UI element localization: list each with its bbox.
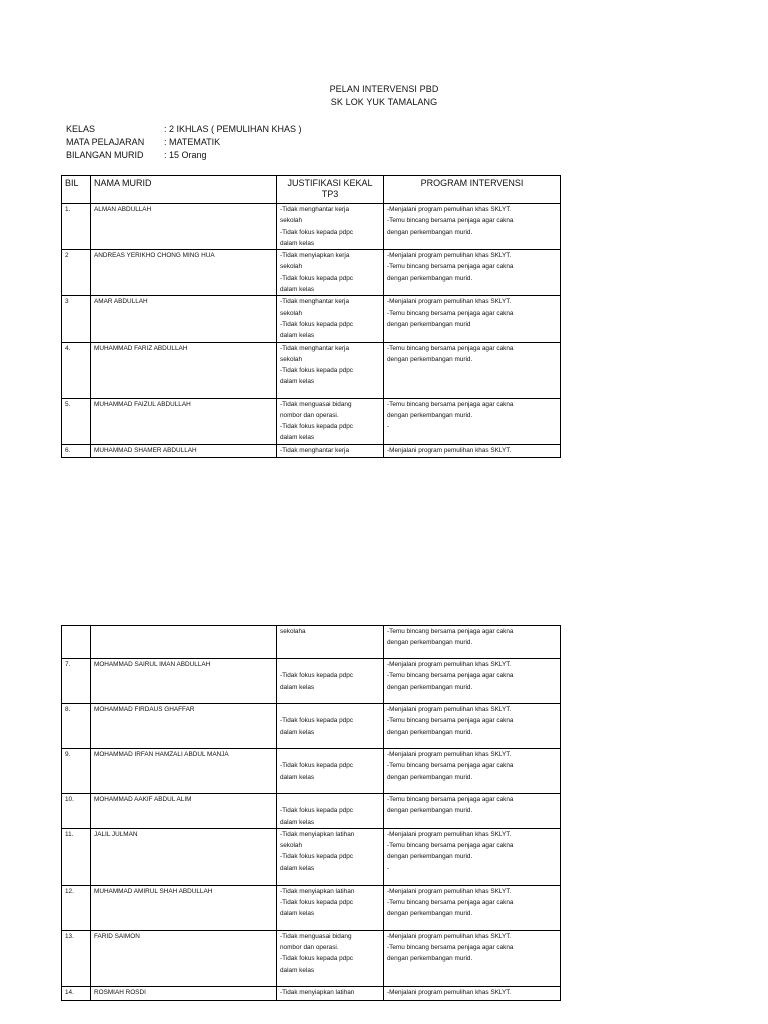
cell-justifikasi [277, 986, 384, 1000]
cell-nama-murid: MOHAMMAD FIRDAUS GHAFFAR [91, 704, 277, 749]
justifikasi-line [280, 794, 380, 805]
justifikasi-line: -Tidak fokus kepada pdpc [280, 367, 353, 375]
justifikasi-line: -Tidak fokus kepada pdpc [280, 320, 353, 328]
program-line: -Menjalani program pemulihan khas SKLYT. [387, 252, 512, 260]
program-line: -Menjalani program pemulihan khas SKLYT. [387, 932, 512, 940]
justifikasi-line: dalam kelas [280, 728, 315, 736]
program-line: dengan perkembangan murid. [387, 411, 473, 419]
header-justifikasi: JUSTIFIKASI KEKAL TP3 [277, 176, 384, 204]
justifikasi-line: dalam kelas [280, 332, 315, 340]
cell-nama-murid: JALIL JULMAN [91, 828, 277, 885]
justifikasi-line: dalam kelas [280, 683, 315, 691]
justifikasi-line [280, 704, 380, 715]
justifikasi-line: -Tidak fokus kepada pdpc [280, 423, 353, 431]
cell-nama-murid: FARID SAIMON [91, 930, 277, 986]
program-line: -Temu bincang bersama penjaga agar cakna [387, 717, 514, 725]
cell-nama-murid: ANDREAS YERIKHO CHONG MING HUA [91, 250, 277, 296]
info-label: BILANGAN MURID [66, 150, 144, 160]
justifikasi-line: -Tidak menyiapkan latihan [280, 988, 355, 996]
justifikasi-line: sekolah [280, 263, 303, 271]
program-line: dengan perkembangan murid. [387, 807, 473, 815]
program-line: -Menjalani program pemulihan khas SKLYT. [387, 887, 512, 895]
justifikasi-line: -Tidak fokus kepada pdpc [280, 899, 353, 907]
justifikasi-line: nombor dan operasi. [280, 944, 339, 952]
cell-program-intervensi [384, 342, 561, 398]
cell-justifikasi [277, 749, 384, 794]
justifikasi-line: -Tidak fokus kepada pdpc [280, 853, 353, 861]
justifikasi-line: sekolaha [280, 628, 306, 635]
program-line: -Menjalani program pemulihan khas SKLYT. [387, 298, 512, 306]
justifikasi-line: -Tidak menghantar kerja [280, 206, 350, 213]
justifikasi-line: dalam kelas [280, 286, 315, 294]
cell-program-intervensi [384, 794, 561, 829]
program-line: -Menjalani program pemulihan khas SKLYT. [387, 706, 512, 713]
program-line: dengan perkembangan murid [387, 320, 471, 328]
program-line: -Temu bincang bersama penjaga agar cakna [387, 309, 514, 317]
table-row [62, 704, 561, 749]
program-line: -Menjalani program pemulihan khas SKLYT. [387, 751, 512, 758]
cell-bil: 9. [62, 749, 91, 794]
program-line: -Temu bincang bersama penjaga agar cakna [387, 796, 514, 803]
program-line: -Temu bincang bersama penjaga agar cakna [387, 628, 514, 635]
table-row [62, 250, 561, 296]
justifikasi-line: dalam kelas [280, 966, 315, 974]
cell-program-intervensi [384, 204, 561, 250]
justifikasi-line: -Tidak fokus kepada pdpc [280, 717, 353, 725]
justifikasi-line: dalam kelas [280, 434, 315, 442]
justifikasi-line: -Tidak menghantar kerja [280, 298, 350, 306]
justifikasi-line: -Tidak menyiapkan latihan [280, 887, 355, 895]
info-value: : 15 Orang [164, 150, 207, 160]
justifikasi-line: -Tidak fokus kepada pdpc [280, 955, 353, 963]
cell-bil: 3 [62, 296, 91, 342]
table-row [62, 986, 561, 1000]
table-row [62, 342, 561, 398]
program-line: dengan perkembangan murid. [387, 274, 473, 282]
cell-justifikasi [277, 250, 384, 296]
justifikasi-line [280, 749, 380, 760]
program-line: dengan perkembangan murid. [387, 683, 473, 691]
cell-bil: 5. [62, 398, 91, 444]
cell-nama-murid: MUHAMMAD SHAMER ABDULLAH [91, 444, 277, 457]
program-line: dengan perkembangan murid. [387, 228, 473, 236]
cell-nama-murid: ALMAN ABDULLAH [91, 204, 277, 250]
justifikasi-line: -Tidak menyiapkan latihan [280, 830, 355, 838]
header-bil: BIL [62, 176, 91, 204]
intervention-table-part1 [61, 175, 561, 458]
cell-nama-murid: AMAR ABDULLAH [91, 296, 277, 342]
justifikasi-line: dalam kelas [280, 910, 315, 918]
justifikasi-line: -Tidak fokus kepada pdpc [280, 762, 353, 770]
program-line: -Temu bincang bersama penjaga agar cakna [387, 263, 514, 271]
cell-justifikasi [277, 659, 384, 704]
program-line: -Temu bincang bersama penjaga agar cakna [387, 217, 514, 225]
program-line: - [387, 864, 390, 872]
cell-program-intervensi [384, 930, 561, 986]
justifikasi-line: nombor dan operasi. [280, 411, 339, 419]
cell-justifikasi [277, 828, 384, 885]
justifikasi-line: -Tidak menghantar kerja [280, 344, 350, 352]
cell-nama-murid [91, 626, 277, 659]
justifikasi-line: sekolah [280, 217, 303, 225]
cell-program-intervensi [384, 885, 561, 930]
info-label: MATA PELAJARAN [66, 137, 145, 147]
cell-justifikasi [277, 444, 384, 457]
justifikasi-line: -Tidak menghantar kerja [280, 446, 350, 454]
justifikasi-line: sekolah [280, 309, 303, 317]
cell-bil: 14. [62, 986, 91, 1000]
program-line: -Temu bincang bersama penjaga agar cakna [387, 762, 514, 770]
cell-bil: 1. [62, 204, 91, 250]
document-title: PELAN INTERVENSI PBD [329, 84, 439, 94]
cell-nama-murid: MOHAMMAD SAIRUL IMAN ABDULLAH [91, 659, 277, 704]
cell-bil: 12. [62, 885, 91, 930]
table-header-row [62, 176, 561, 204]
justifikasi-line: -Tidak fokus kepada pdpc [280, 807, 353, 815]
cell-justifikasi [277, 204, 384, 250]
cell-bil: 10. [62, 794, 91, 829]
program-line: dengan perkembangan murid. [387, 355, 473, 363]
program-line: -Menjalani program pemulihan khas SKLYT. [387, 830, 512, 838]
program-line: dengan perkembangan murid. [387, 728, 473, 736]
justifikasi-line: dalam kelas [280, 773, 315, 781]
table-row [62, 828, 561, 885]
table-row [62, 794, 561, 829]
program-line: -Menjalani program pemulihan khas SKLYT. [387, 206, 512, 213]
table-row [62, 398, 561, 444]
cell-program-intervensi [384, 296, 561, 342]
cell-justifikasi [277, 626, 384, 659]
table-row [62, 749, 561, 794]
justifikasi-line [280, 659, 380, 670]
justifikasi-line: -Tidak menyiapkan kerja [280, 252, 350, 260]
justifikasi-line: dalam kelas [280, 378, 315, 386]
table-row [62, 659, 561, 704]
intervention-table-part2 [61, 625, 561, 1001]
justifikasi-line: -Tidak fokus kepada pdpc [280, 274, 353, 282]
cell-program-intervensi [384, 986, 561, 1000]
program-line: dengan perkembangan murid. [387, 853, 473, 861]
cell-nama-murid: MUHAMMAD FAIZUL ABDULLAH [91, 398, 277, 444]
cell-bil: 8. [62, 704, 91, 749]
program-line: - [387, 423, 390, 431]
cell-program-intervensi [384, 704, 561, 749]
cell-program-intervensi [384, 749, 561, 794]
program-line: dengan perkembangan murid. [387, 639, 473, 647]
cell-justifikasi [277, 296, 384, 342]
school-name: SK LOK YUK TAMALANG [330, 97, 438, 107]
cell-bil: 13. [62, 930, 91, 986]
justifikasi-line: -Tidak menguasai bidang [280, 400, 352, 408]
justifikasi-line: sekolah [280, 842, 303, 850]
info-value: : 2 IKHLAS ( PEMULIHAN KHAS ) [164, 124, 302, 134]
program-line: -Temu bincang bersama penjaga agar cakna [387, 899, 514, 907]
header-program-intervensi: PROGRAM INTERVENSI [384, 176, 561, 204]
program-line: -Temu bincang bersama penjaga agar cakna [387, 400, 514, 408]
program-line: -Menjalani program pemulihan khas SKLYT. [387, 988, 512, 996]
header-nama-murid: NAMA MURID [91, 176, 277, 204]
program-line: dengan perkembangan murid. [387, 773, 473, 781]
table-row [62, 204, 561, 250]
cell-justifikasi [277, 342, 384, 398]
justifikasi-line: dalam kelas [280, 239, 315, 247]
cell-bil: 7. [62, 659, 91, 704]
program-line: -Temu bincang bersama penjaga agar cakna [387, 842, 514, 850]
justifikasi-line: dalam kelas [280, 818, 315, 826]
info-label: KELAS [66, 124, 96, 134]
cell-justifikasi [277, 930, 384, 986]
cell-bil: 2 [62, 250, 91, 296]
cell-justifikasi [277, 794, 384, 829]
cell-program-intervensi [384, 398, 561, 444]
cell-bil: 4. [62, 342, 91, 398]
cell-justifikasi [277, 704, 384, 749]
cell-program-intervensi [384, 828, 561, 885]
cell-bil [62, 626, 91, 659]
cell-program-intervensi [384, 444, 561, 457]
cell-nama-murid: ROSMIAH ROSDI [91, 986, 277, 1000]
cell-nama-murid: MUHAMMAD FARIZ ABDULLAH [91, 342, 277, 398]
cell-justifikasi [277, 885, 384, 930]
cell-program-intervensi [384, 626, 561, 659]
justifikasi-line: dalam kelas [280, 864, 315, 872]
cell-nama-murid: MOHAMMAD AAKIF ABDUL ALIM [91, 794, 277, 829]
justifikasi-line: -Tidak fokus kepada pdpc [280, 672, 353, 680]
program-line: dengan perkembangan murid. [387, 955, 473, 963]
justifikasi-line: -Tidak fokus kepada pdpc [280, 228, 353, 236]
cell-nama-murid: MOHAMMAD IRFAN HAMZALI ABDUL MANJA [91, 749, 277, 794]
table-row [62, 626, 561, 659]
table-row [62, 296, 561, 342]
program-line: -Temu bincang bersama penjaga agar cakna [387, 672, 514, 680]
table-row [62, 930, 561, 986]
cell-program-intervensi [384, 250, 561, 296]
cell-justifikasi [277, 398, 384, 444]
table-row [62, 444, 561, 457]
cell-nama-murid: MUHAMMAD AMIRUL SHAH ABDULLAH [91, 885, 277, 930]
justifikasi-line: sekolah [280, 355, 303, 363]
program-line: -Menjalani program pemulihan khas SKLYT. [387, 446, 512, 454]
cell-bil: 11. [62, 828, 91, 885]
cell-bil: 6. [62, 444, 91, 457]
program-line: -Temu bincang bersama penjaga agar cakna [387, 344, 514, 352]
program-line: dengan perkembangan murid. [387, 910, 473, 918]
program-line: -Temu bincang bersama penjaga agar cakna [387, 944, 514, 952]
program-line: -Menjalani program pemulihan khas SKLYT. [387, 661, 512, 668]
justifikasi-line: -Tidak menguasai bidang [280, 932, 352, 940]
cell-program-intervensi [384, 659, 561, 704]
table-row [62, 885, 561, 930]
info-value: : MATEMATIK [164, 137, 221, 147]
